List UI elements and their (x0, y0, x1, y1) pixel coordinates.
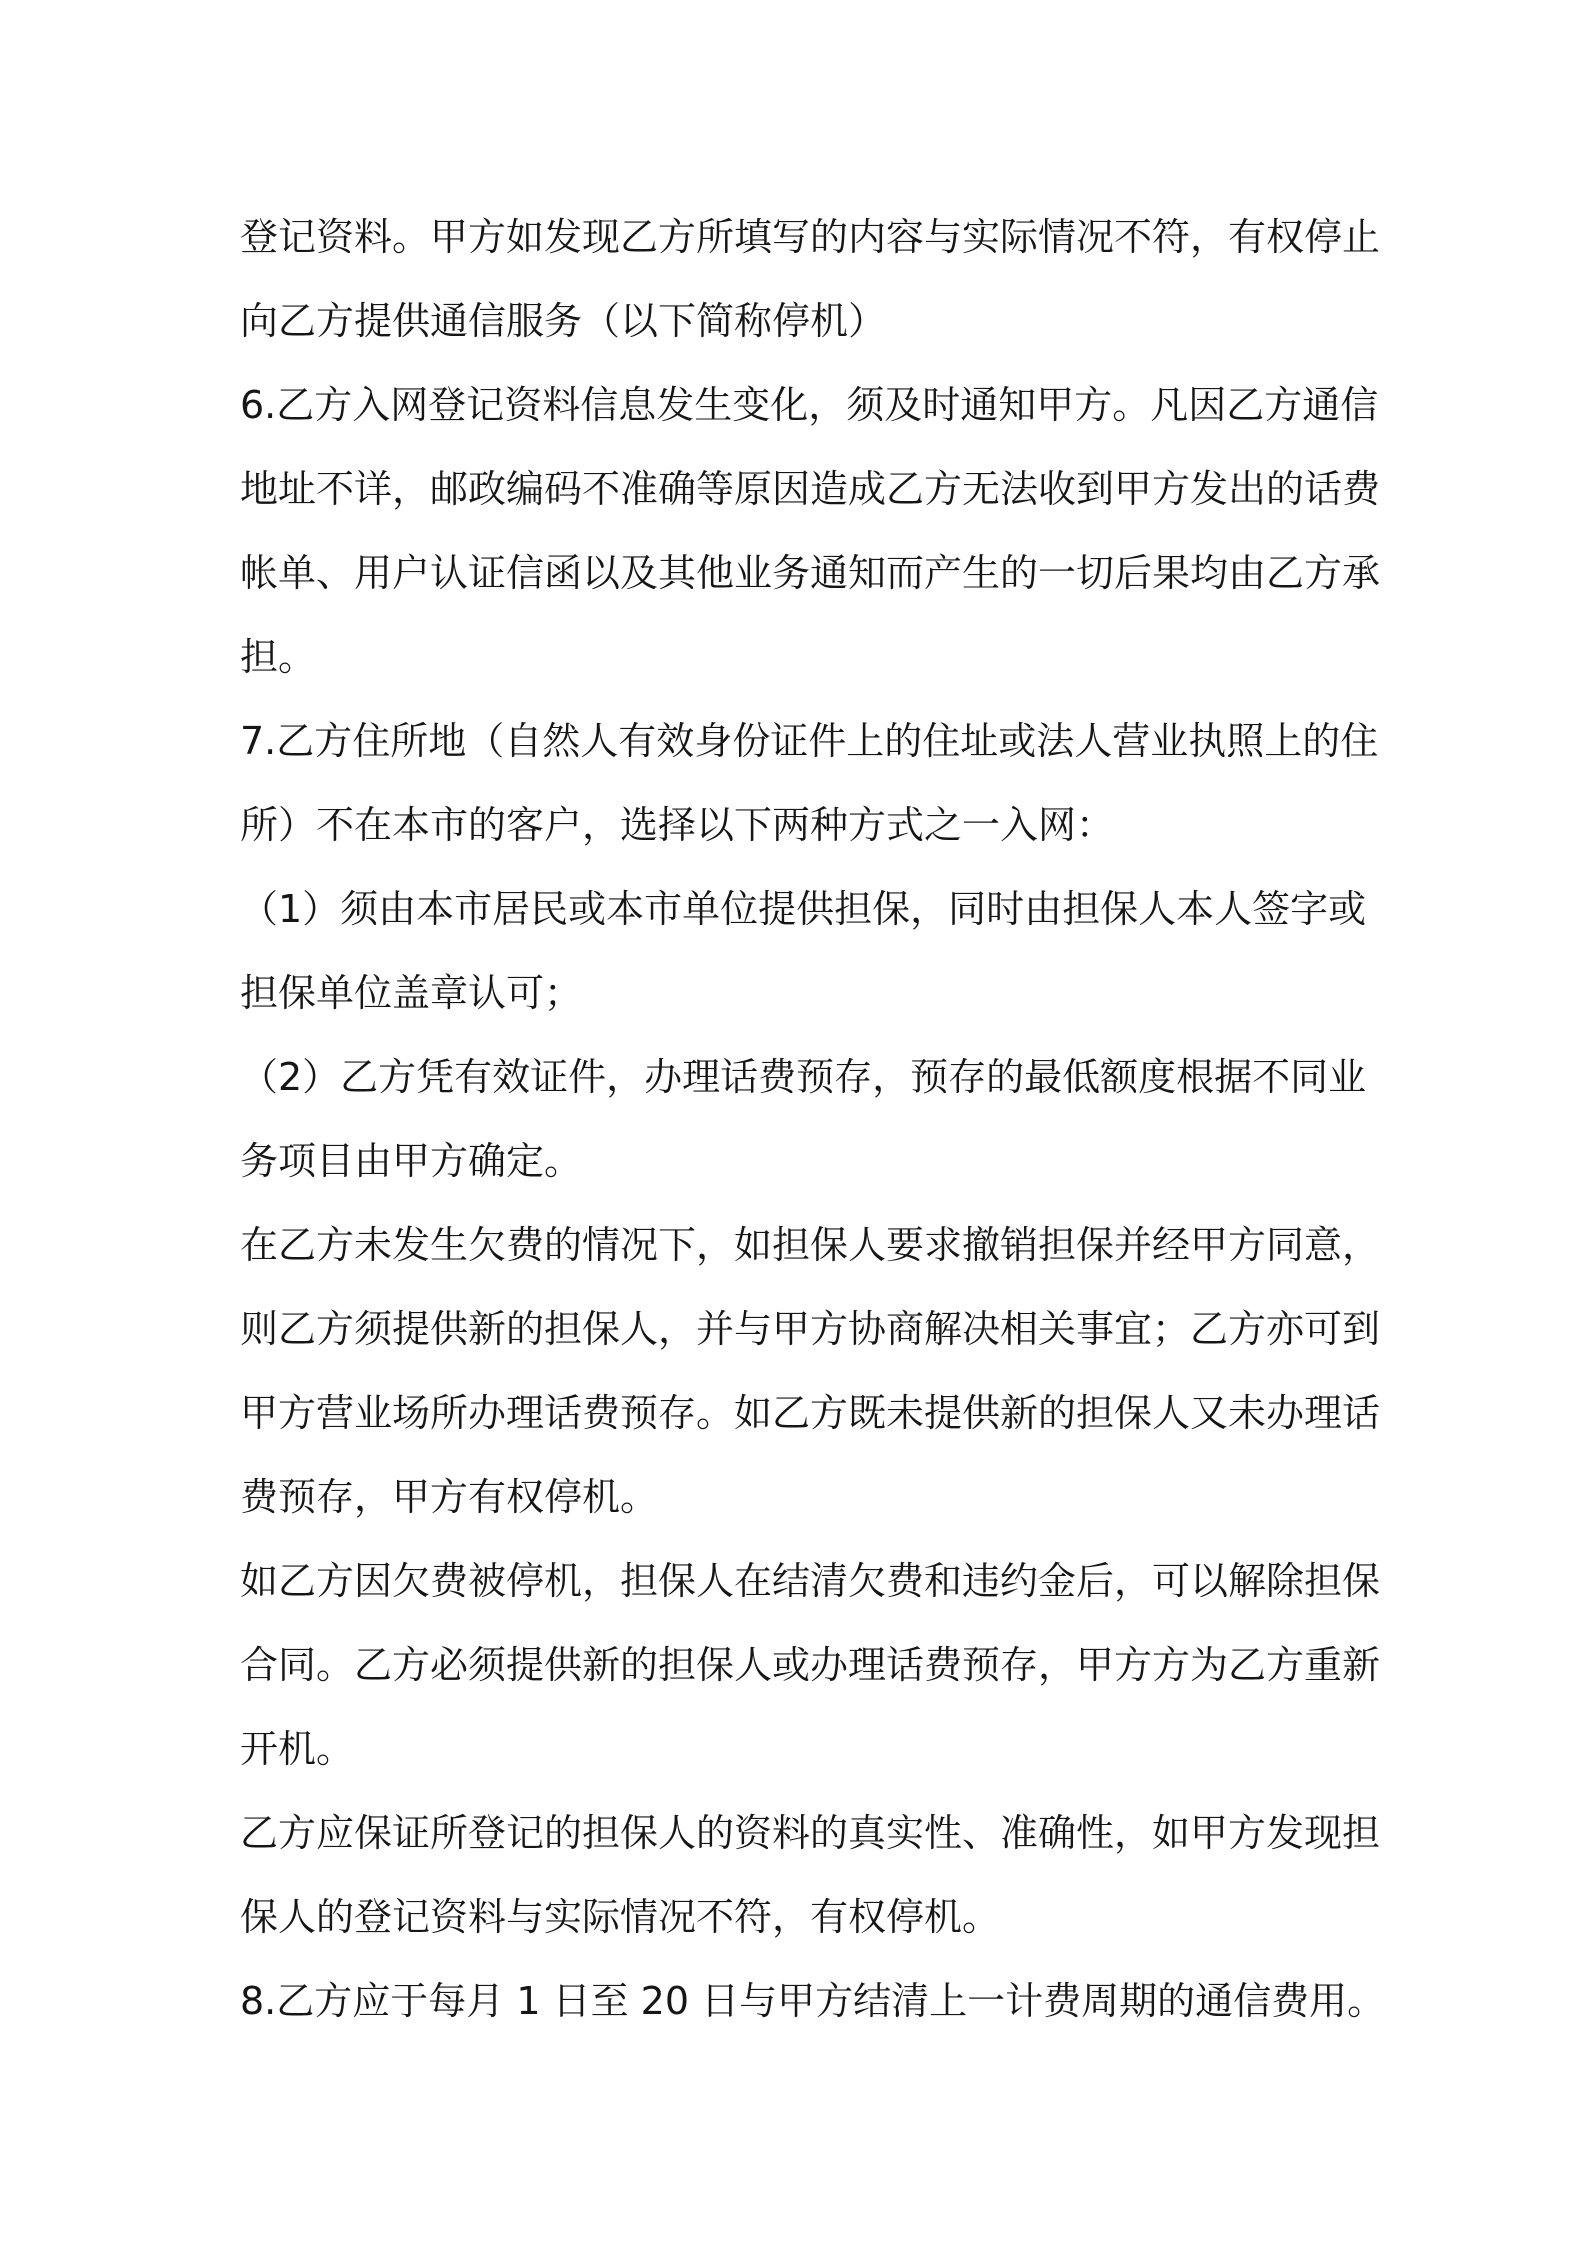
text-line: 保人的登记资料与实际情况不符，有权停机。 (240, 1895, 1001, 1939)
text-line: （1）须由本市居民或本市单位提供担保，同时由担保人本人签字或 (240, 887, 1367, 931)
text-line: 如乙方因欠费被停机，担保人在结清欠费和违约金后，可以解除担保 (240, 1559, 1381, 1603)
text-line: 地址不详，邮政编码不准确等原因造成乙方无法收到甲方发出的话费 (240, 467, 1381, 511)
text-line: 则乙方须提供新的担保人，并与甲方协商解决相关事宜；乙方亦可到 (240, 1307, 1381, 1351)
text-line: 帐单、用户认证信函以及其他业务通知而产生的一切后果均由乙方承 (240, 551, 1381, 595)
text-line: 乙方应保证所登记的担保人的资料的真实性、准确性，如甲方发现担 (240, 1811, 1381, 1855)
text-line: 甲方营业场所办理话费预存。如乙方既未提供新的担保人又未办理话 (240, 1391, 1381, 1435)
text-line: 合同。乙方必须提供新的担保人或办理话费预存，甲方方为乙方重新 (240, 1643, 1381, 1687)
text-line: 向乙方提供通信服务（以下简称停机） (240, 299, 887, 343)
text-line: 在乙方未发生欠费的情况下，如担保人要求撤销担保并经甲方同意， (240, 1223, 1381, 1267)
document-body (240, 195, 1386, 2043)
text-line: 担。 (240, 635, 317, 679)
text-line: 7.乙方住所地（自然人有效身份证件上的住址或法人营业执照上的住 (240, 719, 1379, 763)
text-line: 所）不在本市的客户，选择以下两种方式之一入网： (240, 803, 1115, 847)
text-line: 担保单位盖章认可； (240, 971, 583, 1015)
text-line: 开机。 (240, 1727, 355, 1771)
text-line: 登记资料。甲方如发现乙方所填写的内容与实际情况不符，有权停止 (240, 215, 1381, 259)
text-line: 务项目由甲方确定。 (240, 1139, 583, 1183)
text-line: 费预存，甲方有权停机。 (240, 1475, 659, 1519)
text-line: （2）乙方凭有效证件，办理话费预存，预存的最低额度根据不同业 (240, 1055, 1367, 1099)
text-line: 6.乙方入网登记资料信息发生变化，须及时通知甲方。凡因乙方通信 (240, 383, 1379, 427)
text-line: 8.乙方应于每月 1 日至 20 日与甲方结清上一计费周期的通信费用。 (240, 1979, 1386, 2023)
